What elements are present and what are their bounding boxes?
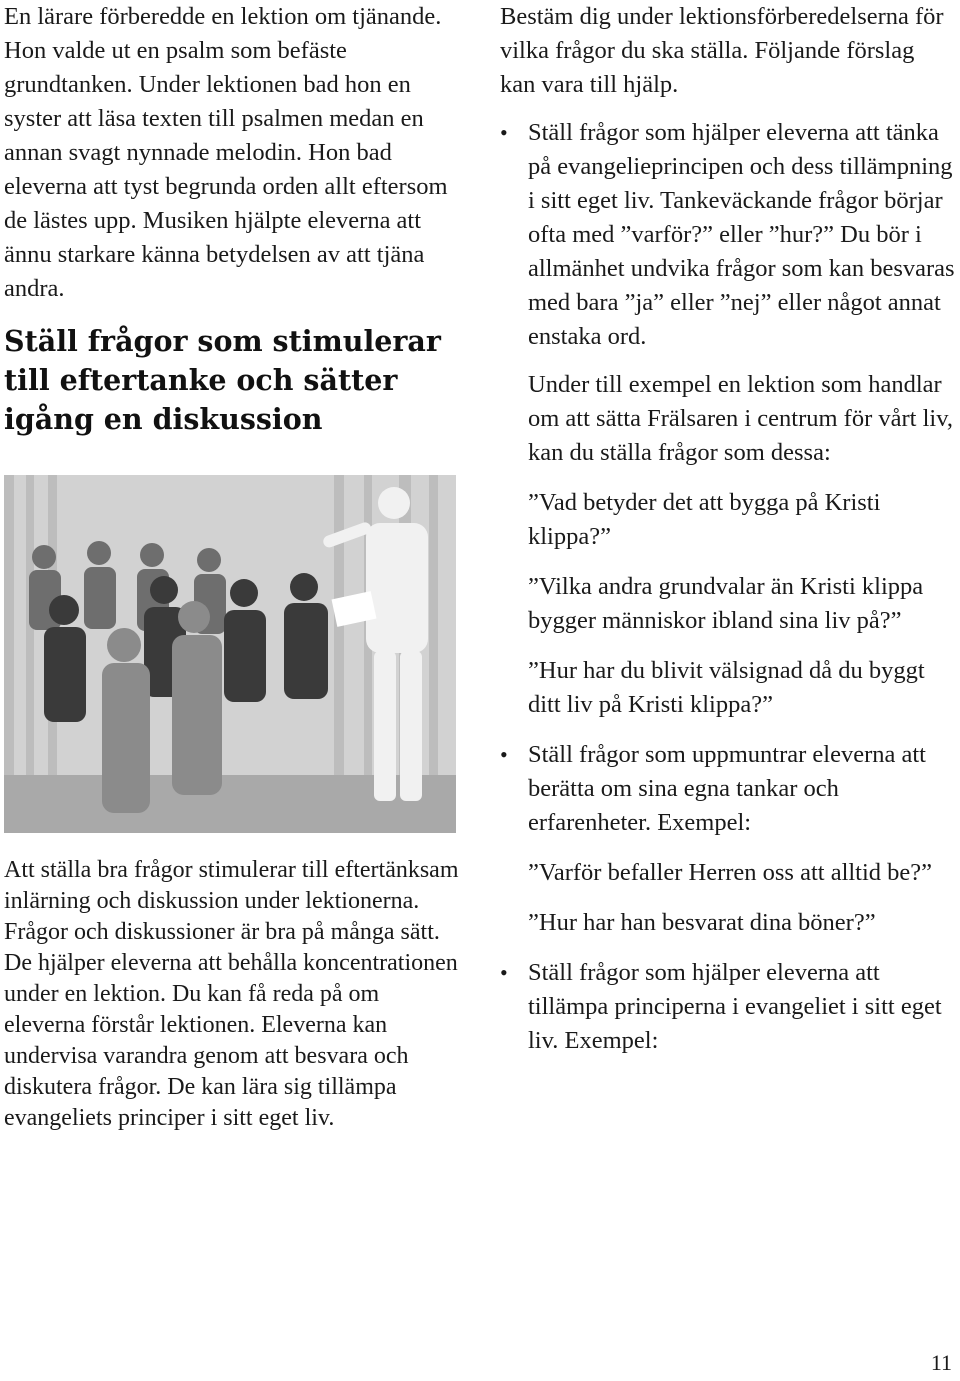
section-heading: Ställ frågor som stimulerar till eftertanke och sätter igång en diskussion: [4, 324, 441, 436]
bullet-item-1: [500, 116, 955, 354]
intro-paragraph: En lärare förberedde en lektion om tjänande. Hon valde ut en psalm som befäste grundtanken. Under lektionen bad hon en syster att läsa texten till psalmen medan en annan svagt nynnade melodin. Hon bad eleverna att tyst begrunda orden allt eftersom de lästes upp. Musiken hjälpte eleverna att ännu starkare känna betydelsen av att tjäna andra.: [4, 3, 448, 302]
bullet-item-2: [500, 738, 955, 840]
bullet-3-text: Ställ frågor som hjälper eleverna att tillämpa principerna i evangeliet i sitt eget liv. Exempel:: [528, 959, 942, 1054]
example-question: ”Vad betyder det att bygga på Kristi klippa?”: [528, 489, 881, 550]
bullet-2-text: Ställ frågor som uppmuntrar eleverna att berätta om sina egna tankar och erfarenheter. Exempel:: [528, 741, 926, 836]
right-intro-paragraph: Bestäm dig under lektionsförberedelserna för vilka frågor du ska ställa. Följande förslag kan vara till hjälp.: [500, 3, 944, 98]
classroom-photo-illustration: [4, 475, 456, 833]
page-number: 11: [930, 1350, 952, 1375]
example-question: ”Vilka andra grundvalar än Kristi klippa bygger människor ibland sina liv på?”: [528, 573, 924, 634]
bullet-item-3: [500, 956, 955, 1058]
photo-caption-paragraph: Att ställa bra frågor stimulerar till eftertänksam inlärning och diskussion under lektionerna. Frågor och diskussioner är bra på många sätt. De hjälper eleverna att behålla koncentrationen under en lektion. Du kan få reda på om eleverna förstår lektionen. Eleverna kan undervisa varandra genom att besvara och diskutera frågor. De kan lära sig tillämpa evangeliets principer i sitt eget liv.: [4, 857, 459, 1131]
bullet-icon: •: [500, 742, 508, 767]
classroom-photo: [4, 475, 456, 833]
example-question: ”Hur har han besvarat dina böner?”: [528, 909, 876, 936]
example-question: ”Hur har du blivit välsignad då du byggt ditt liv på Kristi klippa?”: [528, 657, 925, 718]
right-column: [500, 0, 955, 1058]
bullet-icon: •: [500, 960, 508, 985]
bullet-1-text: Ställ frågor som hjälper eleverna att tänka på evangelieprincipen och dess tillämpning i sitt eget liv. Tankeväckande frågor börjar ofta med ”varför?” eller ”hur?” Du bör i allmänhet undvika frågor som kan besvaras med bara ”ja” eller ”nej” eller något annat enstaka ord.: [528, 119, 955, 350]
bullet-icon: •: [500, 120, 508, 145]
bullet-1-example-intro: Under till exempel en lektion som handlar om att sätta Frälsaren i centrum för vårt liv, kan du ställa frågor som dessa:: [528, 371, 953, 466]
example-question: ”Varför befaller Herren oss att alltid be?”: [528, 859, 933, 886]
left-column: [4, 0, 464, 1134]
